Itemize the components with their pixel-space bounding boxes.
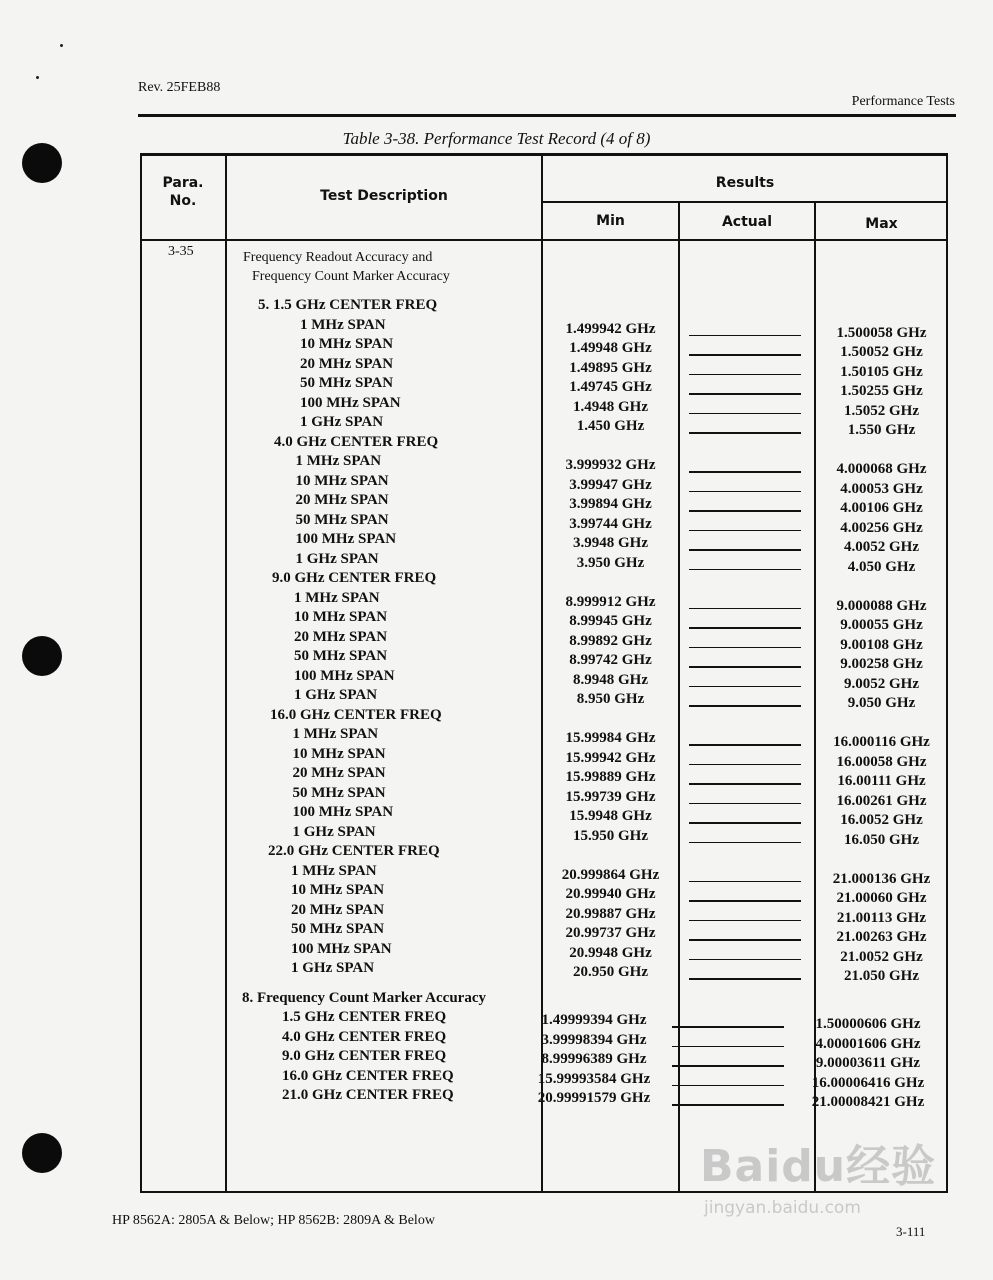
min-value: 15.99993584 GHz bbox=[537, 1070, 651, 1087]
header-max: Max bbox=[865, 216, 898, 232]
actual-blank bbox=[689, 959, 801, 961]
min-value: 20.99940 GHz bbox=[565, 886, 656, 902]
max-value: 4.0052 GHz bbox=[844, 539, 919, 555]
binder-hole-top bbox=[22, 143, 62, 183]
min-value: 8.99945 GHz bbox=[569, 613, 652, 629]
actual-blank bbox=[689, 510, 801, 512]
max-value: 4.050 GHz bbox=[847, 558, 916, 575]
max-value: 9.0052 GHz bbox=[844, 675, 919, 692]
min-value: 3.99894 GHz bbox=[569, 496, 652, 512]
count-marker-label: 16.0 GHz CENTER FREQ bbox=[282, 1067, 454, 1084]
actual-blank bbox=[689, 744, 801, 746]
actual-blank bbox=[689, 627, 801, 629]
actual-blank bbox=[689, 939, 801, 941]
min-value: 1.450 GHz bbox=[576, 418, 645, 434]
min-value: 20.99991579 GHz bbox=[537, 1090, 651, 1106]
binder-hole-bottom bbox=[22, 1133, 62, 1173]
max-value: 1.50000606 GHz bbox=[815, 1016, 921, 1032]
span-label: 50 MHz SPAN bbox=[291, 921, 385, 937]
max-value: 9.00055 GHz bbox=[840, 617, 923, 633]
actual-blank bbox=[672, 1104, 784, 1106]
max-value: 1.50255 GHz bbox=[840, 383, 923, 399]
count-marker-label: 21.0 GHz CENTER FREQ bbox=[282, 1087, 454, 1103]
actual-blank bbox=[672, 1026, 784, 1028]
watermark-logo: Baidu经验 bbox=[700, 1141, 937, 1192]
scan-speck bbox=[60, 44, 63, 47]
actual-blank bbox=[689, 666, 801, 668]
min-value: 1.49999394 GHz bbox=[541, 1012, 647, 1028]
actual-blank bbox=[689, 783, 801, 785]
section-title: 5. 1.5 GHz CENTER FREQ bbox=[258, 297, 438, 313]
actual-blank bbox=[689, 842, 801, 844]
actual-blank bbox=[689, 569, 801, 571]
actual-blank bbox=[689, 393, 801, 395]
span-label: 1 GHz SPAN bbox=[295, 550, 379, 567]
max-value: 16.00006416 GHz bbox=[811, 1074, 925, 1091]
actual-blank bbox=[672, 1046, 784, 1048]
span-label: 20 MHz SPAN bbox=[294, 628, 388, 645]
actual-blank bbox=[689, 647, 801, 649]
min-value: 20.99737 GHz bbox=[565, 925, 656, 941]
header-rule bbox=[138, 114, 956, 117]
max-value: 21.00008421 GHz bbox=[811, 1094, 925, 1110]
actual-blank bbox=[689, 491, 801, 493]
span-label: 1 GHz SPAN bbox=[300, 414, 384, 430]
actual-blank bbox=[689, 549, 801, 551]
max-value: 16.00058 GHz bbox=[836, 753, 927, 770]
span-label: 50 MHz SPAN bbox=[300, 375, 394, 391]
header-bottom-rule bbox=[141, 239, 947, 241]
span-label: 1 MHz SPAN bbox=[294, 589, 380, 606]
baidu-watermark bbox=[700, 1130, 937, 1218]
min-value: 3.99947 GHz bbox=[569, 476, 652, 493]
col-divider-para bbox=[225, 154, 227, 1192]
min-value: 1.499942 GHz bbox=[565, 320, 656, 337]
span-label: 50 MHz SPAN bbox=[292, 784, 386, 801]
max-value: 1.5052 GHz bbox=[844, 402, 919, 419]
span-label: 1 GHz SPAN bbox=[292, 823, 376, 840]
max-value: 21.00263 GHz bbox=[836, 929, 927, 945]
min-value: 15.99942 GHz bbox=[565, 749, 656, 766]
max-value: 9.00108 GHz bbox=[840, 636, 923, 653]
min-value: 15.950 GHz bbox=[573, 827, 648, 844]
description-line-2: Frequency Count Marker Accuracy bbox=[252, 269, 450, 284]
max-value: 21.00060 GHz bbox=[836, 890, 927, 906]
binder-hole-middle bbox=[22, 636, 62, 676]
min-value: 1.49948 GHz bbox=[569, 340, 652, 356]
section-title: 9.0 GHz CENTER FREQ bbox=[272, 570, 437, 586]
span-label: 1 MHz SPAN bbox=[295, 453, 382, 469]
min-value: 20.99887 GHz bbox=[565, 905, 656, 922]
min-value: 8.950 GHz bbox=[576, 691, 645, 707]
actual-blank bbox=[689, 354, 801, 356]
min-value: 3.950 GHz bbox=[576, 554, 645, 571]
min-value: 8.99996389 GHz bbox=[541, 1051, 647, 1067]
footer-model-note: HP 8562A: 2805A & Below; HP 8562B: 2809A & Below bbox=[112, 1213, 435, 1228]
span-label: 100 MHz SPAN bbox=[300, 394, 401, 411]
min-value: 3.99744 GHz bbox=[569, 515, 652, 532]
span-label: 1 MHz SPAN bbox=[300, 316, 386, 333]
span-label: 1 MHz SPAN bbox=[291, 862, 377, 879]
span-label: 1 GHz SPAN bbox=[291, 960, 375, 976]
span-label: 10 MHz SPAN bbox=[300, 336, 394, 352]
actual-blank bbox=[689, 335, 801, 337]
max-value: 9.050 GHz bbox=[847, 695, 916, 711]
actual-blank bbox=[689, 978, 801, 980]
max-value: 21.000136 GHz bbox=[832, 870, 931, 887]
actual-blank bbox=[689, 764, 801, 766]
watermark-url: jingyan.baidu.com bbox=[704, 1198, 861, 1218]
span-label: 100 MHz SPAN bbox=[292, 804, 394, 820]
max-value: 9.000088 GHz bbox=[836, 597, 927, 614]
span-label: 100 MHz SPAN bbox=[291, 940, 392, 957]
count-marker-title: 8. Frequency Count Marker Accuracy bbox=[242, 989, 486, 1006]
actual-blank bbox=[689, 920, 801, 922]
min-value: 15.99984 GHz bbox=[565, 730, 656, 746]
max-value: 4.00106 GHz bbox=[840, 500, 923, 516]
count-marker-label: 9.0 GHz CENTER FREQ bbox=[282, 1048, 447, 1064]
actual-blank bbox=[689, 705, 801, 707]
min-value: 20.999864 GHz bbox=[561, 866, 660, 883]
min-value: 8.999912 GHz bbox=[565, 593, 656, 610]
header-actual: Actual bbox=[721, 214, 773, 230]
min-value: 15.99739 GHz bbox=[565, 788, 656, 805]
span-label: 100 MHz SPAN bbox=[294, 667, 395, 684]
actual-blank bbox=[672, 1085, 784, 1087]
count-marker-label: 1.5 GHz CENTER FREQ bbox=[282, 1009, 447, 1025]
scan-speck bbox=[36, 76, 39, 79]
max-value: 4.00001606 GHz bbox=[815, 1035, 921, 1052]
min-value: 15.9948 GHz bbox=[569, 808, 652, 824]
actual-blank bbox=[689, 686, 801, 688]
min-value: 3.99998394 GHz bbox=[541, 1031, 647, 1048]
section-title: Performance Tests bbox=[851, 94, 955, 109]
actual-blank bbox=[689, 608, 801, 610]
min-value: 3.9948 GHz bbox=[573, 535, 648, 551]
span-label: 50 MHz SPAN bbox=[295, 511, 389, 528]
min-value: 8.99892 GHz bbox=[569, 632, 652, 649]
actual-blank bbox=[689, 822, 801, 824]
section-title: 22.0 GHz CENTER FREQ bbox=[268, 843, 440, 859]
span-label: 20 MHz SPAN bbox=[291, 901, 385, 918]
min-value: 15.99889 GHz bbox=[565, 769, 656, 785]
actual-blank bbox=[689, 803, 801, 805]
span-label: 10 MHz SPAN bbox=[291, 882, 385, 898]
actual-blank bbox=[689, 374, 801, 376]
span-label: 20 MHz SPAN bbox=[295, 492, 389, 508]
min-value: 3.999932 GHz bbox=[565, 457, 656, 473]
max-value: 16.0052 GHz bbox=[840, 812, 923, 828]
max-value: 1.50105 GHz bbox=[840, 363, 923, 380]
actual-blank bbox=[689, 413, 801, 415]
max-value: 4.000068 GHz bbox=[836, 461, 927, 477]
actual-blank bbox=[689, 900, 801, 902]
actual-blank bbox=[689, 881, 801, 883]
span-label: 1 MHz SPAN bbox=[292, 726, 379, 742]
page-number: 3-111 bbox=[896, 1224, 926, 1239]
span-label: 100 MHz SPAN bbox=[295, 531, 397, 547]
header-test-description: Test Description bbox=[320, 188, 448, 204]
para-number: 3-35 bbox=[168, 244, 194, 259]
col-divider-min bbox=[678, 202, 680, 1192]
max-value: 21.0052 GHz bbox=[840, 948, 923, 965]
header-min: Min bbox=[596, 213, 625, 229]
max-value: 1.50052 GHz bbox=[840, 344, 923, 360]
actual-blank bbox=[689, 432, 801, 434]
span-label: 20 MHz SPAN bbox=[292, 765, 386, 781]
span-label: 10 MHz SPAN bbox=[295, 472, 389, 489]
min-value: 20.950 GHz bbox=[573, 964, 648, 980]
max-value: 16.050 GHz bbox=[844, 831, 919, 848]
results-subheader-rule bbox=[542, 201, 947, 203]
header-para-no: Para. No. bbox=[162, 175, 204, 209]
section-title: 4.0 GHz CENTER FREQ bbox=[274, 433, 439, 450]
max-value: 16.00261 GHz bbox=[836, 792, 927, 809]
max-value: 21.00113 GHz bbox=[836, 909, 927, 926]
min-value: 1.49745 GHz bbox=[569, 379, 652, 395]
min-value: 20.9948 GHz bbox=[569, 944, 652, 961]
span-label: 10 MHz SPAN bbox=[294, 609, 388, 625]
actual-blank bbox=[672, 1065, 784, 1067]
max-value: 16.000116 GHz bbox=[833, 734, 930, 750]
max-value: 9.00258 GHz bbox=[840, 656, 923, 672]
span-label: 50 MHz SPAN bbox=[294, 648, 388, 664]
max-value: 21.050 GHz bbox=[844, 968, 919, 984]
span-label: 20 MHz SPAN bbox=[300, 355, 394, 372]
span-label: 10 MHz SPAN bbox=[292, 745, 386, 762]
revision-label: Rev. 25FEB88 bbox=[138, 80, 221, 95]
min-value: 8.99742 GHz bbox=[569, 652, 652, 668]
min-value: 1.4948 GHz bbox=[573, 398, 648, 415]
min-value: 1.49895 GHz bbox=[569, 359, 652, 376]
span-label: 1 GHz SPAN bbox=[294, 687, 378, 703]
max-value: 4.00053 GHz bbox=[840, 480, 923, 497]
max-value: 9.00003611 GHz bbox=[815, 1055, 921, 1071]
actual-blank bbox=[689, 471, 801, 473]
max-value: 1.550 GHz bbox=[847, 422, 916, 438]
max-value: 16.00111 GHz bbox=[837, 773, 926, 789]
actual-blank bbox=[689, 530, 801, 532]
max-value: 1.500058 GHz bbox=[836, 324, 927, 341]
max-value: 4.00256 GHz bbox=[840, 519, 923, 536]
min-value: 8.9948 GHz bbox=[573, 671, 648, 688]
table-caption: Table 3-38. Performance Test Record (4 of 8) bbox=[342, 129, 651, 148]
section-title: 16.0 GHz CENTER FREQ bbox=[270, 706, 442, 723]
count-marker-label: 4.0 GHz CENTER FREQ bbox=[282, 1028, 447, 1045]
description-line-1: Frequency Readout Accuracy and bbox=[243, 250, 433, 265]
header-results: Results bbox=[715, 175, 775, 191]
